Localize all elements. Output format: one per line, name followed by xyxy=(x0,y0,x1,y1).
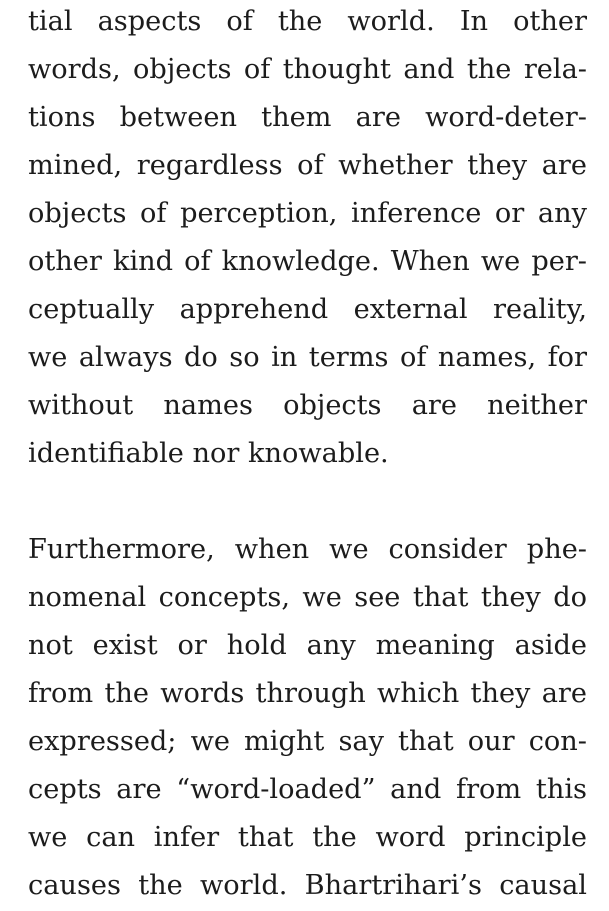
paragraph-line: without names objects are neither xyxy=(28,390,587,421)
paragraph-line: identifiable nor knowable. xyxy=(28,438,389,469)
paragraph-line: causes the world. Bhartrihari’s causal xyxy=(28,870,587,901)
paragraph-line: words, objects of thought and the rela- xyxy=(28,54,587,85)
paragraph-line: from the words through which they are xyxy=(28,678,587,709)
paragraph-2 xyxy=(28,526,587,910)
paragraph-line: expressed; we might say that our con- xyxy=(28,726,587,757)
paragraph-line: tions between them are word-deter- xyxy=(28,102,587,133)
paragraph-line: cepts are “word-loaded” and from this xyxy=(28,774,587,805)
paragraph-line: objects of perception, inference or any xyxy=(28,198,587,229)
paragraph-line: nomenal concepts, we see that they do xyxy=(28,582,587,613)
paragraph-line: not exist or hold any meaning aside xyxy=(28,630,587,661)
reading-page xyxy=(28,0,587,910)
paragraph-line: we can infer that the word principle xyxy=(28,822,587,853)
paragraph-line: we always do so in terms of names, for xyxy=(28,342,587,373)
paragraph-1 xyxy=(28,0,587,478)
paragraph-line: mined, regardless of whether they are xyxy=(28,150,587,181)
paragraph-line: Furthermore, when we consider phe- xyxy=(28,534,587,565)
paragraph-line: other kind of knowledge. When we per- xyxy=(28,246,587,277)
paragraph-line: ceptually apprehend external reality, xyxy=(28,294,587,325)
paragraph-spacer xyxy=(28,478,587,526)
paragraph-line: tial aspects of the world. In other xyxy=(28,6,587,37)
